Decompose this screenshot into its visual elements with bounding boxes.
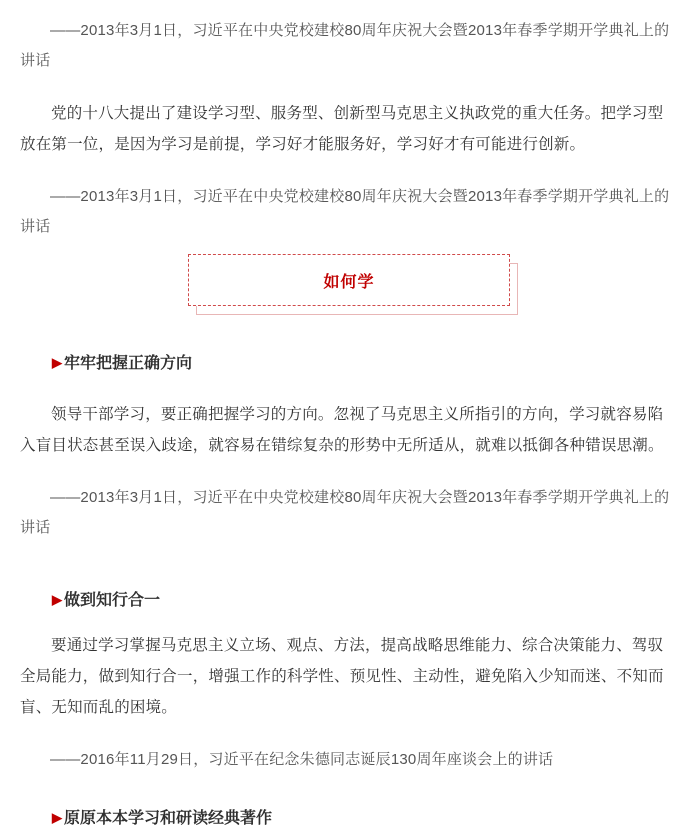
subheading-3	[20, 805, 678, 832]
attribution-3: ——2013年3月1日，习近平在中央党校建校80周年庆祝大会暨2013年春季学期开学典礼上的讲话	[20, 489, 670, 536]
subheading-2	[20, 587, 678, 614]
section-banner-how-to-study	[20, 254, 678, 306]
subheading-3-label: 原原本本学习和研读经典著作	[64, 810, 273, 827]
subheading-1-label: 牢牢把握正确方向	[64, 355, 193, 372]
spacer-top	[20, 0, 678, 16]
paragraph-3: 要通过学习掌握马克思主义立场、观点、方法，提高战略思维能力、综合决策能力、驾驭全局能力，做到知行合一，增强工作的科学性、预见性、主动性，避免陷入少知而迷、不知而盲、无知而乱的困境。	[20, 637, 664, 716]
subheading-2-label: 做到知行合一	[64, 592, 161, 609]
attribution-2: ——2013年3月1日，习近平在中央党校建校80周年庆祝大会暨2013年春季学期开学典礼上的讲话	[20, 188, 670, 235]
spacer-7	[20, 614, 678, 630]
spacer-6	[20, 543, 678, 587]
triangle-right-icon: ▶	[52, 592, 62, 607]
triangle-right-icon: ▶	[52, 810, 62, 825]
banner-label: 如何学	[323, 273, 375, 291]
attribution-1: ——2013年3月1日，习近平在中央党校建校80周年庆祝大会暨2013年春季学期开学典礼上的讲话	[20, 22, 670, 69]
subheading-1	[20, 350, 678, 377]
spacer-9	[20, 775, 678, 805]
banner-frame	[188, 254, 510, 306]
spacer-4	[20, 377, 678, 399]
paragraph-2: 领导干部学习，要正确把握学习的方向。忽视了马克思主义所指引的方向，学习就容易陷入盲目状态甚至误入歧途，就容易在错综复杂的形势中无所适从，就难以抵御各种错误思潮。	[20, 406, 664, 454]
spacer-1	[20, 76, 678, 98]
spacer-5	[20, 461, 678, 483]
attribution-4: ——2016年11月29日，习近平在纪念朱德同志诞辰130周年座谈会上的讲话	[50, 751, 554, 768]
paragraph-1: 党的十八大提出了建设学习型、服务型、创新型马克思主义执政党的重大任务。把学习型放在第一位，是因为学习是前提，学习好才能服务好，学习好才有可能进行创新。	[20, 105, 664, 153]
triangle-right-icon: ▶	[52, 355, 62, 370]
spacer-2	[20, 160, 678, 182]
banner-dashed-box	[188, 254, 510, 306]
spacer-8	[20, 723, 678, 745]
